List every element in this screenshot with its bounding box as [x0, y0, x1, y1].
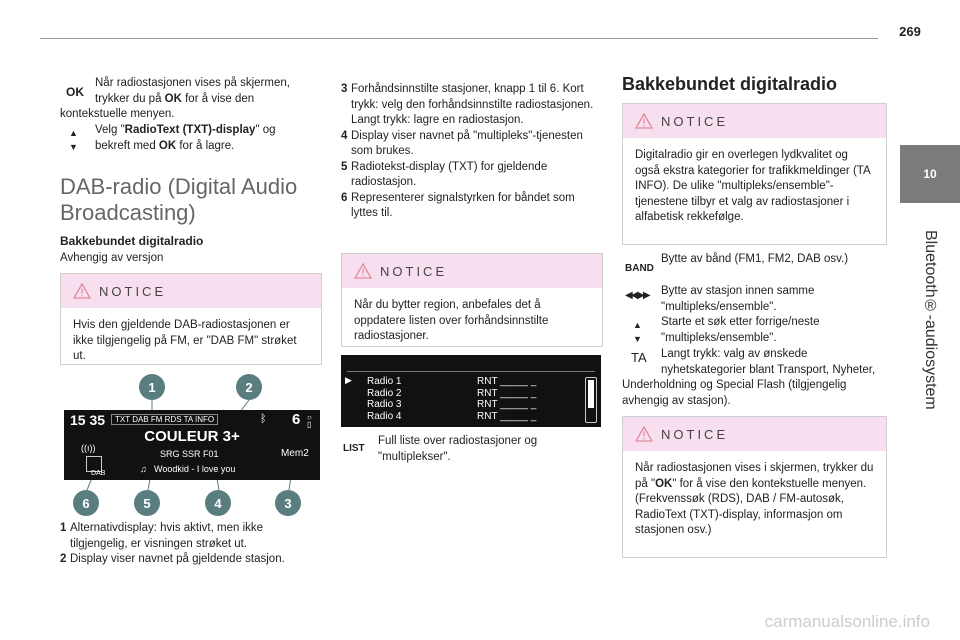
music-note-icon: ♫	[140, 464, 147, 474]
version-text: Avhengig av versjon	[60, 252, 164, 264]
list-button-label: LIST	[343, 443, 365, 454]
notice-text: Hvis den gjeldende DAB-radiostasjonen er ikke tilgjengelig på FM, er "DAB FM" strøket ut.	[73, 319, 297, 362]
seek-arrows-icon: ◀◀ ▶▶	[625, 290, 649, 301]
rnt-value: RNT _____ _	[477, 399, 537, 410]
list-text: Display viser navnet på gjeldende stasjon.	[70, 553, 285, 565]
warning-icon	[635, 426, 653, 442]
up-down-arrows-icon: ▲ ▼	[69, 128, 78, 152]
ok-button-label: OK	[66, 85, 84, 99]
notice2-post: " for å vise den kontekstuelle menyen. (Frekvenssøk (RDS), DAB / FM-autosøk, RadioText (TXT)-display, informasjon om stasjonen osv.)	[635, 477, 867, 536]
list-number: 4	[341, 129, 348, 142]
warning-icon	[354, 263, 372, 279]
list-item	[341, 191, 601, 222]
broadcast-icon: ((ı))	[81, 443, 96, 453]
radio-list-display	[341, 355, 601, 427]
footer-watermark: carmanualsonline.info	[764, 612, 930, 631]
radio-list-item[interactable]: Radio 2	[367, 387, 402, 399]
ta-text-c: Underholdning og Special Flash (tilgjengelig avhengig av stasjon).	[622, 379, 847, 407]
bluetooth-icon: ᛒ	[260, 413, 267, 425]
dab-heading	[60, 174, 297, 226]
up-down-arrows-icon: ▲ ▼	[633, 320, 642, 344]
notice-header	[623, 417, 886, 451]
display-tags: TXT DAB FM RDS TA INFO	[111, 414, 218, 425]
arrows-b-post: for å lagre.	[176, 139, 235, 152]
rnt-value: RNT _____ _	[477, 387, 537, 399]
ta-button-label: TA	[631, 350, 647, 365]
display-ensemble: SRG SSR F01	[160, 449, 219, 459]
callout-badge-4: 4	[205, 490, 231, 516]
notice-text	[623, 451, 886, 549]
arrows-b-bold: OK	[158, 139, 177, 152]
scrollbar[interactable]	[585, 377, 597, 423]
list-number: 2	[60, 553, 67, 565]
display-preset: 6	[292, 411, 301, 428]
rnt-value: RNT _____ _	[477, 376, 537, 387]
notice-header	[61, 274, 321, 308]
notice-title: NOTICE	[380, 263, 448, 279]
callout-badge-1: 1	[139, 374, 165, 400]
chapter-title-text: Bluetooth®-audiosystem	[922, 230, 939, 410]
display-dab: DAB	[91, 470, 106, 477]
callout-badge-6: 6	[73, 490, 99, 516]
radio-list-names	[367, 376, 401, 422]
list-text-desc: Full liste over radiostasjoner og "multiplekser".	[378, 435, 538, 463]
warning-icon	[73, 283, 91, 299]
list-item	[60, 521, 315, 552]
list-number: 5	[341, 160, 348, 173]
list-divider	[347, 371, 595, 372]
ok-text-line-b	[95, 92, 325, 108]
list-text: Alternativdisplay: hvis aktivt, men ikke tilgjengelig, er visningen strøket ut.	[70, 522, 264, 550]
list-item	[341, 160, 601, 191]
chapter-tab-title	[900, 205, 960, 435]
radio-list-item[interactable]: Radio 1	[367, 376, 402, 387]
ok-text-b-bold: OK	[164, 92, 182, 105]
page-number: 269	[899, 24, 921, 39]
notice-box-left	[60, 273, 322, 365]
notice-title: NOTICE	[661, 113, 729, 129]
list-number: 1	[60, 522, 67, 534]
top-rule	[40, 38, 878, 39]
radio-list-item[interactable]: Radio 3	[367, 399, 402, 410]
arrows-line-b	[95, 139, 325, 155]
band-button-label: BAND	[625, 263, 654, 274]
ta-text-a: Langt trykk: valg av ønskede	[661, 348, 808, 360]
list-item	[60, 552, 315, 568]
list-text: Representerer signalstyrken for båndet som lyttes til.	[351, 191, 575, 219]
notice-header	[623, 104, 886, 138]
arrows-b-pre: bekreft med	[95, 139, 159, 152]
middle-numbered-list	[341, 82, 601, 222]
display-now-playing: Woodkid - I love you	[154, 464, 236, 474]
list-text: Forhåndsinnstilte stasjoner, knapp 1 til 6. Kort trykk: velg den forhåndsinnstilte radiostasjonen. Langt trykk: lagre en radiostasjon.	[351, 83, 594, 126]
notice-header	[342, 254, 602, 288]
dab-heading-line-1: DAB-radio (Digital Audio	[60, 174, 298, 199]
notice2-bold: OK	[655, 477, 673, 490]
ok-text-line-a: Når radiostasjonen vises på skjermen,	[95, 77, 290, 89]
ok-instruction	[95, 76, 325, 107]
radio-list-rnt	[477, 376, 536, 422]
notice-text: Når du bytter region, anbefales det å oppdatere listen over forhåndsinnstilte radiostasjoner.	[354, 299, 549, 342]
notice-title: NOTICE	[99, 283, 167, 299]
left-numbered-list	[60, 521, 315, 568]
band-text: Bytte av bånd (FM1, FM2, DAB osv.)	[661, 253, 849, 265]
notice-box-right-2	[622, 416, 887, 558]
notice-box-right-1	[622, 103, 887, 245]
notice2-pre: Når radiostasjonen vises i skjermen, trykker du på "	[635, 462, 874, 490]
signal-icon: ○ ▯	[307, 413, 312, 429]
arrows-text: Bytte av stasjon innen samme "multipleks/ensemble".	[661, 285, 815, 313]
list-text: Radiotekst-display (TXT) for gjeldende radiostasjon.	[351, 160, 548, 188]
notice-text: Digitalradio gir en overlegen lydkvalitet og også ekstra kategorier for trafikkmeldinger (TA INFO). De ulike "multipleks/ensemble"-tjenestene tilbyr et valg av radiostasjoner i alfabetisk rekkefølge.	[635, 149, 870, 223]
scrollbar-thumb[interactable]	[588, 380, 594, 408]
ok-text-b-post: for å vise den	[181, 92, 255, 105]
list-text: Display viser navnet på "multipleks"-tjenesten som brukes.	[351, 129, 583, 157]
arrows-line-a	[95, 123, 325, 139]
dab-heading-line-2: Broadcasting)	[60, 200, 196, 225]
chapter-tab-number[interactable]: 10	[900, 145, 960, 203]
list-number: 3	[341, 83, 348, 95]
arrows-a-pre: Velg "	[95, 124, 125, 136]
radio-display	[64, 410, 320, 480]
list-number: 6	[341, 191, 348, 204]
callout-badge-5: 5	[134, 490, 160, 516]
display-time: 15 35	[70, 412, 106, 428]
right-heading: Bakkebundet digitalradio	[622, 74, 838, 94]
arrows-a-post: " og	[255, 124, 276, 136]
ok-text-line-c: kontekstuelle menyen.	[60, 108, 175, 120]
arrows-instruction	[95, 123, 325, 154]
play-arrow-icon: ▶	[345, 375, 352, 385]
arrows-a-bold: RadioText (TXT)-display	[124, 124, 256, 136]
notice-title: NOTICE	[661, 426, 729, 442]
ta-text	[661, 347, 891, 378]
callout-badge-2: 2	[236, 374, 262, 400]
list-item	[341, 82, 601, 129]
rnt-value: RNT _____ _	[477, 410, 537, 422]
list-item	[341, 129, 601, 160]
sub-heading: Bakkebundet digitalradio	[60, 234, 204, 248]
radio-list-item[interactable]: Radio 4	[367, 410, 402, 422]
display-station: COULEUR 3+	[144, 428, 240, 445]
ta-text-b: nyhetskategorier blant Transport, Nyheter,	[661, 363, 876, 376]
updown-text: Starte et søk etter forrige/neste "multipleks/ensemble".	[661, 316, 820, 344]
display-mem: Mem2	[281, 448, 309, 459]
callout-badge-3: 3	[275, 490, 301, 516]
warning-icon	[635, 113, 653, 129]
ok-text-b-pre: trykker du på	[95, 92, 165, 105]
notice-box-middle	[341, 253, 603, 347]
